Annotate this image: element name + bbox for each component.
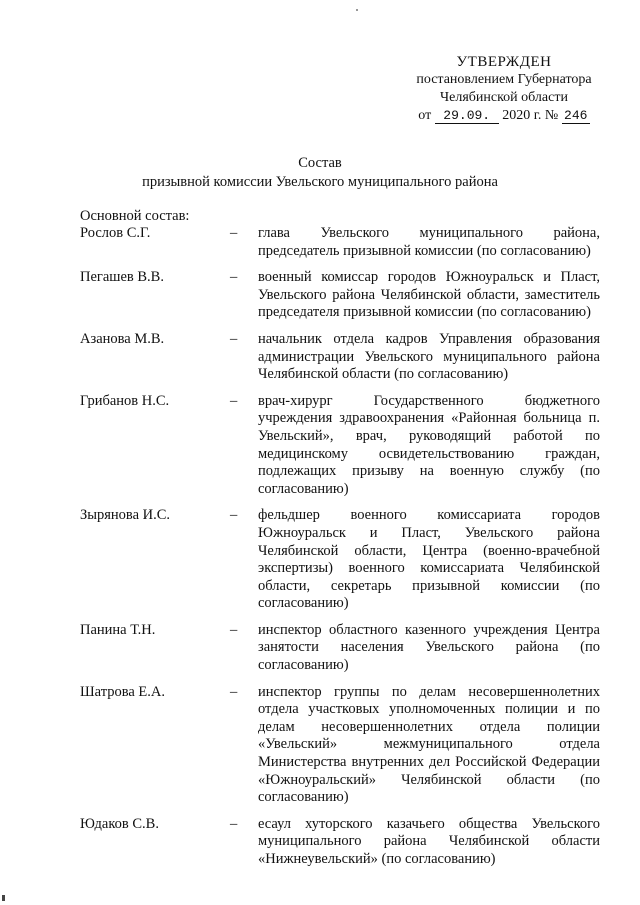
- member-dash: –: [230, 507, 238, 524]
- member-name: Грибанов Н.С.: [80, 392, 170, 409]
- member-name: Пегашев В.В.: [80, 269, 164, 286]
- member-role: врач-хирург Государственного бюджетного учреждения здравоохранения «Районная больница п. Увельский», врач, руководящий работой по медицинскому освидетельствованию граждан, подлежащих призыву на военную службу (по согласованию): [258, 392, 600, 497]
- member-role: глава Увельского муниципального района, председатель призывной комиссии (по согласованию): [258, 225, 600, 259]
- member-dash: –: [230, 683, 238, 700]
- heading-subtitle: призывной комиссии Увельского муниципального района: [142, 174, 498, 190]
- member-row: [80, 393, 600, 499]
- scan-speck: [356, 9, 358, 11]
- document-heading: [0, 154, 640, 192]
- member-dash: –: [230, 392, 238, 409]
- approval-date-line: [390, 107, 618, 125]
- date-prefix: от: [418, 108, 432, 123]
- member-name: Шатрова Е.А.: [80, 683, 165, 700]
- heading-title: Состав: [298, 155, 342, 171]
- member-row: [80, 225, 600, 260]
- member-dash: –: [230, 330, 238, 347]
- member-role: военный комиссар городов Южноуральск и Пласт, Увельского района Челябинской области, заместитель председателя призывной комиссии (по согласованию): [258, 269, 600, 321]
- date-year: 2020 г. №: [502, 108, 559, 123]
- member-dash: –: [230, 225, 238, 241]
- member-row: [80, 331, 600, 384]
- member-row: [80, 507, 600, 613]
- member-role: инспектор группы по делам несовершеннолетних отдела участковых уполномоченных полиции и по делам несовершеннолетних отдела полиции «Увельский» межмуниципального отдела Министерства внутренних дел Российской Федерации «Южноуральский» Челябинской области (по согласованию): [258, 683, 600, 806]
- member-row: [80, 816, 600, 869]
- member-role: фельдшер военного комиссариата городов Южноуральск и Пласт, Увельского района Челябинской области, Центра (военно-врачебной экспертизы) военного комиссариата Челябинской области, секретарь призывной комиссии (по согласованию): [258, 507, 600, 612]
- member-row: [80, 622, 600, 675]
- member-row: [80, 269, 600, 322]
- approval-region: Челябинской области: [440, 90, 568, 105]
- member-name: Рослов С.Г.: [80, 225, 151, 241]
- member-name: Юдаков С.В.: [80, 815, 159, 832]
- scan-edge-mark: [2, 895, 5, 901]
- approval-title: УТВЕРЖДЕН: [456, 54, 552, 70]
- member-name: Азанова М.В.: [80, 330, 165, 347]
- decree-number: 246: [562, 109, 590, 124]
- member-row: [80, 684, 600, 807]
- members-list: [80, 225, 600, 869]
- member-name: Зырянова И.С.: [80, 507, 171, 524]
- member-dash: –: [230, 815, 238, 832]
- member-role: начальник отдела кадров Управления образования администрации Увельского муниципального района Челябинской области (по согласованию): [258, 330, 600, 383]
- member-name: Панина Т.Н.: [80, 621, 156, 638]
- date-value: 29.09.: [435, 109, 499, 124]
- member-role: инспектор областного казенного учреждения Центра занятости населения Увельского района (по согласованию): [258, 621, 600, 674]
- member-role: есаул хуторского казачьего общества Увельского муниципального района Челябинской области «Нижнеувельский» (по согласованию): [258, 815, 600, 867]
- section-label: Основной состав:: [80, 208, 190, 224]
- approval-issuer: постановлением Губернатора: [416, 72, 592, 87]
- approval-block: [390, 53, 618, 125]
- member-dash: –: [230, 621, 238, 638]
- member-dash: –: [230, 269, 238, 286]
